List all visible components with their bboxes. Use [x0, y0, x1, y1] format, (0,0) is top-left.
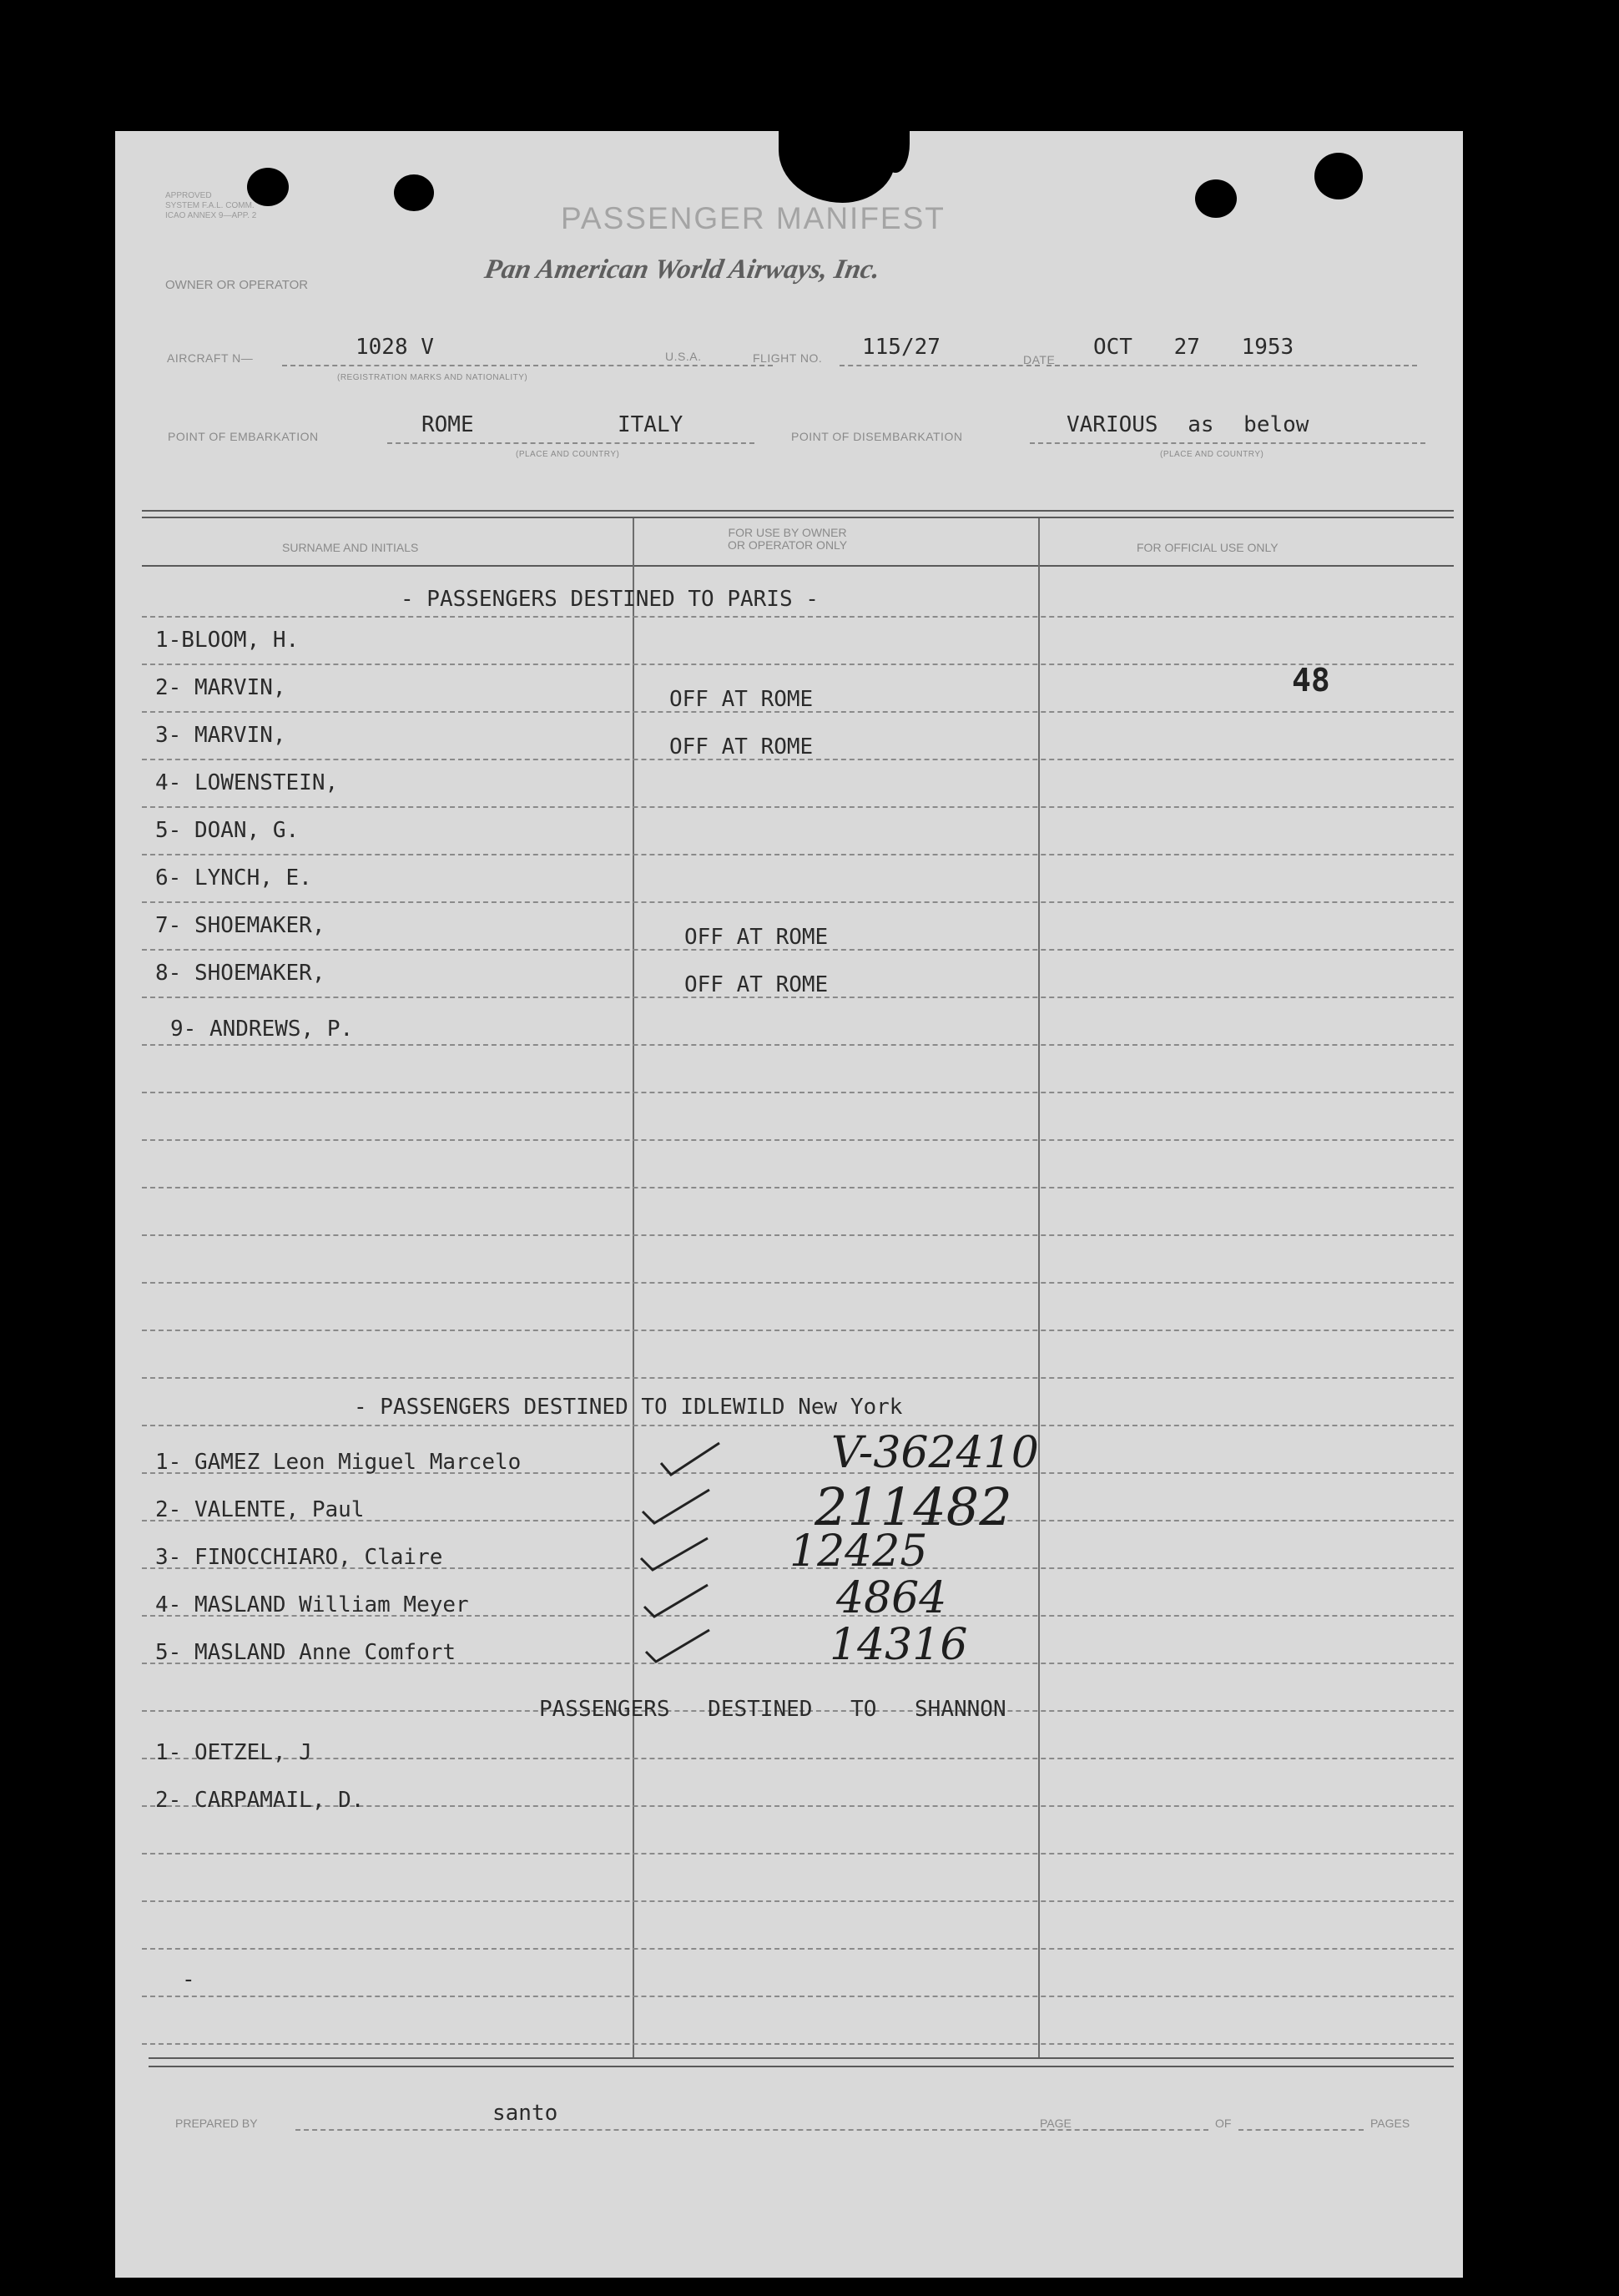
passenger-note: OFF AT ROME	[684, 925, 829, 950]
passenger-name: 1-BLOOM, H.	[155, 628, 300, 653]
embarkation-country: ITALY	[618, 412, 683, 437]
check-mark	[658, 1438, 724, 1480]
section-heading-idlewild: - PASSENGERS DESTINED TO IDLEWILD New York	[354, 1395, 903, 1420]
disembarkation-label: POINT OF DISEMBARKATION	[791, 430, 963, 443]
handwritten-number: V-362410	[831, 1428, 1039, 1478]
row-rule	[142, 854, 1454, 855]
column-header-name: SURNAME AND INITIALS	[282, 541, 419, 554]
punch-hole	[1314, 153, 1363, 199]
row-rule	[142, 1996, 1454, 1997]
flight-number: 115/27	[862, 335, 941, 360]
check-mark	[643, 1625, 714, 1667]
row-rule	[142, 1758, 1454, 1759]
row-rule	[142, 901, 1454, 903]
row-rule	[142, 1139, 1454, 1141]
header-rule	[142, 510, 1454, 512]
passenger-name: 6- LYNCH, E.	[155, 865, 312, 891]
passenger-name: 5- DOAN, G.	[155, 818, 300, 843]
operator-name: Pan American World Airways, Inc.	[482, 255, 883, 285]
of-line	[1238, 2129, 1364, 2131]
of-label: OF	[1215, 2117, 1232, 2130]
row-rule	[142, 1282, 1454, 1284]
date-label: DATE	[1023, 353, 1056, 366]
row-rule	[142, 1377, 1454, 1379]
footer-rule	[149, 2057, 1454, 2059]
check-mark	[639, 1485, 714, 1528]
embarkation-label: POINT OF EMBARKATION	[168, 430, 319, 443]
punch-hole	[1195, 179, 1237, 218]
page-line	[1083, 2129, 1208, 2131]
passenger-name: 2- CARPAMAIL, D.	[155, 1788, 365, 1813]
row-rule	[142, 1330, 1454, 1331]
aircraft-line	[282, 365, 773, 366]
passenger-name: 7- SHOEMAKER,	[155, 913, 325, 938]
row-rule	[142, 1900, 1454, 1902]
flight-label: FLIGHT NO.	[753, 351, 823, 365]
prepared-by-label: PREPARED BY	[175, 2117, 258, 2130]
handwritten-number: 12425	[789, 1526, 928, 1577]
date-line	[1047, 365, 1417, 366]
row-rule	[142, 664, 1454, 665]
disembarkation-line	[1030, 442, 1425, 444]
form-title: PASSENGER MANIFEST	[561, 201, 946, 235]
header-rule	[142, 517, 1454, 518]
row-rule	[142, 1234, 1454, 1236]
passenger-name: 9- ANDREWS, P.	[170, 1017, 354, 1042]
flight-line	[840, 365, 1040, 366]
row-rule	[142, 1948, 1454, 1950]
column-header-owner: FOR USE BY OWNER OR OPERATOR ONLY	[728, 526, 848, 552]
row-rule	[142, 1092, 1454, 1093]
prepared-by-value: santo	[492, 2101, 558, 2126]
handwritten-number: 211482	[815, 1476, 1012, 1537]
embarkation-line	[387, 442, 754, 444]
manifest-sheet	[115, 131, 1463, 2278]
passenger-name: 8- SHOEMAKER,	[155, 961, 325, 986]
passenger-name: 3- FINOCCHIARO, Claire	[155, 1545, 443, 1570]
column-divider	[1038, 518, 1040, 2058]
owner-label: OWNER OR OPERATOR	[165, 278, 309, 292]
row-rule	[142, 1853, 1454, 1854]
passenger-name: 4- LOWENSTEIN,	[155, 770, 339, 795]
pages-label: PAGES	[1370, 2117, 1410, 2130]
row-rule	[142, 1425, 1454, 1426]
punch-hole	[394, 174, 434, 211]
torn-edge	[779, 131, 895, 203]
place-note: (PLACE AND COUNTRY)	[1160, 450, 1264, 459]
row-rule	[142, 2043, 1454, 2045]
approval-stamp: APPROVED SYSTEM F.A.L. COMM. ICAO ANNEX 9—APP. 2	[165, 191, 257, 220]
passenger-name: 4- MASLAND William Meyer	[155, 1592, 469, 1617]
column-divider	[633, 518, 634, 2058]
row-rule	[142, 806, 1454, 808]
handwritten-number: 4864	[836, 1573, 947, 1623]
handwritten-number: 14316	[830, 1620, 968, 1670]
passenger-name: 2- MARVIN,	[155, 675, 286, 700]
usa-label: U.S.A.	[665, 350, 702, 363]
embarkation-place: ROME	[421, 412, 474, 437]
page-label: PAGE	[1040, 2117, 1072, 2130]
row-rule	[142, 616, 1454, 618]
passenger-name: 3- MARVIN,	[155, 723, 286, 748]
aircraft-label: AIRCRAFT N—	[167, 351, 254, 365]
row-rule	[142, 1187, 1454, 1188]
passenger-name: 1- GAMEZ Leon Miguel Marcelo	[155, 1450, 522, 1475]
passenger-name: 2- VALENTE, Paul	[155, 1497, 365, 1522]
aircraft-number: 1028 V	[356, 335, 434, 360]
official-count: 48	[1292, 662, 1330, 699]
place-note: (PLACE AND COUNTRY)	[516, 450, 620, 459]
prepared-by-line	[295, 2129, 1147, 2131]
blank-row-dash: -	[182, 1967, 195, 1992]
check-mark	[638, 1533, 713, 1575]
section-heading-paris: - PASSENGERS DESTINED TO PARIS -	[401, 587, 819, 612]
disembarkation-value: VARIOUS as below	[1067, 412, 1309, 437]
passenger-name: 1- OETZEL, J	[155, 1740, 312, 1765]
passenger-note: OFF AT ROME	[669, 687, 814, 712]
section-heading-shannon: PASSENGERS DESTINED TO SHANNON	[539, 1697, 1006, 1722]
registration-note: (REGISTRATION MARKS AND NATIONALITY)	[337, 373, 528, 382]
passenger-note: OFF AT ROME	[684, 972, 829, 997]
footer-rule	[149, 2066, 1454, 2067]
flight-date: OCT 27 1953	[1093, 335, 1294, 360]
column-header-official: FOR OFFICIAL USE ONLY	[1137, 541, 1279, 554]
row-rule	[142, 1044, 1454, 1046]
header-rule	[142, 565, 1454, 567]
passenger-name: 5- MASLAND Anne Comfort	[155, 1640, 456, 1665]
check-mark	[641, 1580, 713, 1622]
passenger-note: OFF AT ROME	[669, 734, 814, 759]
